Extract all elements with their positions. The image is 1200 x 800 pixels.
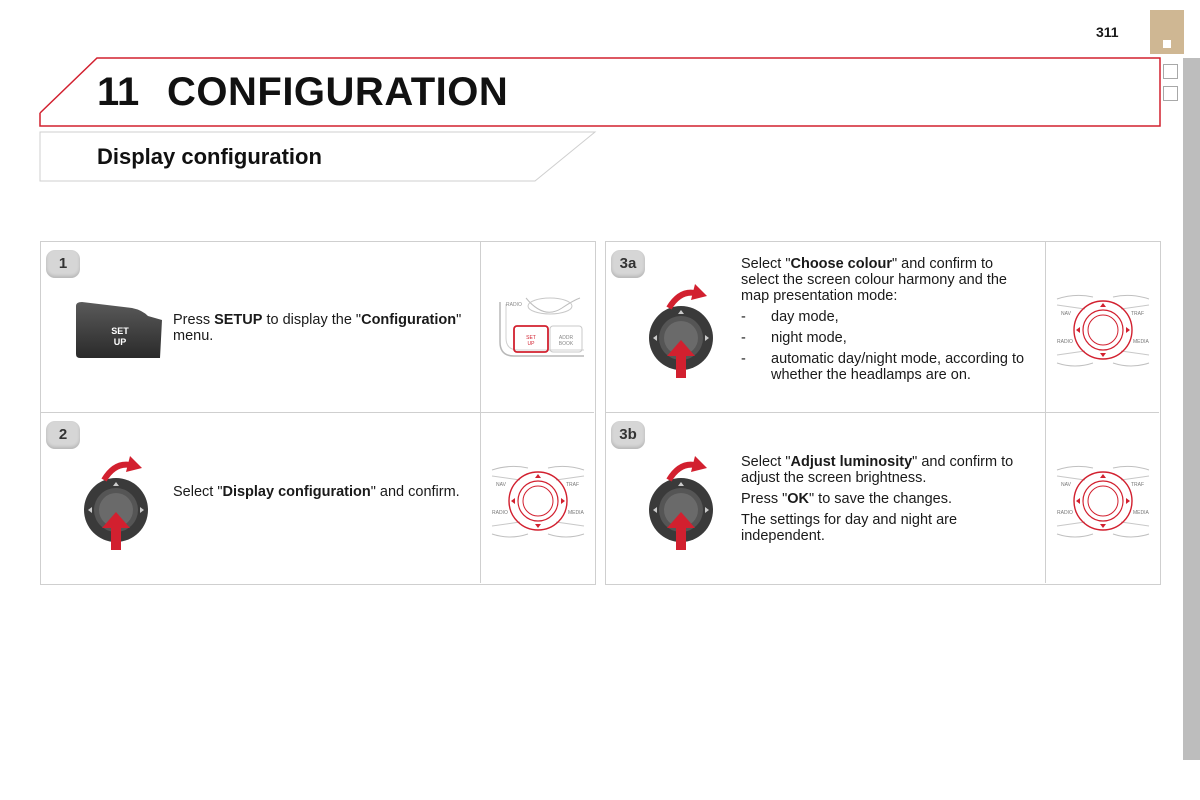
list-item: - day mode,: [741, 309, 1031, 325]
console-icon: [1053, 291, 1153, 371]
console-label-media: MEDIA: [568, 510, 584, 516]
console-label-radio: RADIO: [1057, 339, 1073, 345]
section-title: Display configuration: [97, 144, 322, 169]
panel-divider: [606, 412, 1159, 413]
step-badge: 3a: [611, 250, 645, 278]
rotary-knob-icon: [80, 452, 158, 554]
step-badge: 2: [46, 421, 80, 449]
page-number: 311: [1096, 24, 1119, 40]
console-icon: [494, 294, 590, 362]
console-label-nav: NAV: [1061, 311, 1071, 317]
arrow-icon: [691, 456, 707, 472]
step-badge: 1: [46, 250, 80, 278]
console-label-nav: NAV: [496, 482, 506, 488]
mode-list: [741, 309, 1031, 383]
console-label-traf: TRAF: [566, 482, 580, 488]
console-label-media: MEDIA: [1133, 339, 1149, 345]
console-label-radio: RADIO: [1057, 510, 1073, 516]
console-label-radio: RADIO: [506, 302, 522, 308]
step-1-text: Press SETUP to display the "Configuration" menu.: [173, 312, 462, 344]
rotary-knob-icon: [645, 280, 723, 382]
console-label-addr2: BOOK: [558, 341, 574, 347]
panel-divider: [41, 412, 594, 413]
chapter-title: CONFIGURATION: [167, 70, 509, 114]
console-label-radio: RADIO: [492, 510, 508, 516]
setup-button-icon: [72, 300, 164, 362]
console-label-media: MEDIA: [1133, 510, 1149, 516]
arrow-icon: [126, 456, 142, 472]
console-icon: [1053, 462, 1153, 542]
console-label-setup1: SET: [526, 335, 536, 341]
console-label-addr1: ADDR: [558, 335, 574, 341]
console-label-setup2: UP: [527, 341, 535, 347]
list-item: - automatic day/night mode, according to whether the headlamps are on.: [741, 351, 1031, 383]
step-3b-text: Select "Adjust luminosity" and confirm to adjust the screen brightness. Press "OK" to save the changes. The settings for day and night are independent.: [741, 454, 1014, 544]
setup-label-line1: SET: [111, 326, 129, 336]
chapter-number: 11: [97, 70, 140, 114]
step-2-text: Select "Display configuration" and confirm.: [173, 484, 460, 500]
console-label-traf: TRAF: [1131, 311, 1145, 317]
step-badge: 3b: [611, 421, 645, 449]
step-3a-text: Select "Choose colour" and confirm to select the screen colour harmony and the map presentation mode: - day mode, - night mode, - automatic day/night mode, according to whether the headlamps are on.: [741, 256, 1031, 388]
rotary-knob-icon: [645, 452, 723, 554]
console-label-nav: NAV: [1061, 482, 1071, 488]
console-icon: [488, 462, 588, 542]
console-label-traf: TRAF: [1131, 482, 1145, 488]
setup-label-line2: UP: [113, 337, 127, 347]
list-item: - night mode,: [741, 330, 1031, 346]
arrow-icon: [691, 284, 707, 300]
